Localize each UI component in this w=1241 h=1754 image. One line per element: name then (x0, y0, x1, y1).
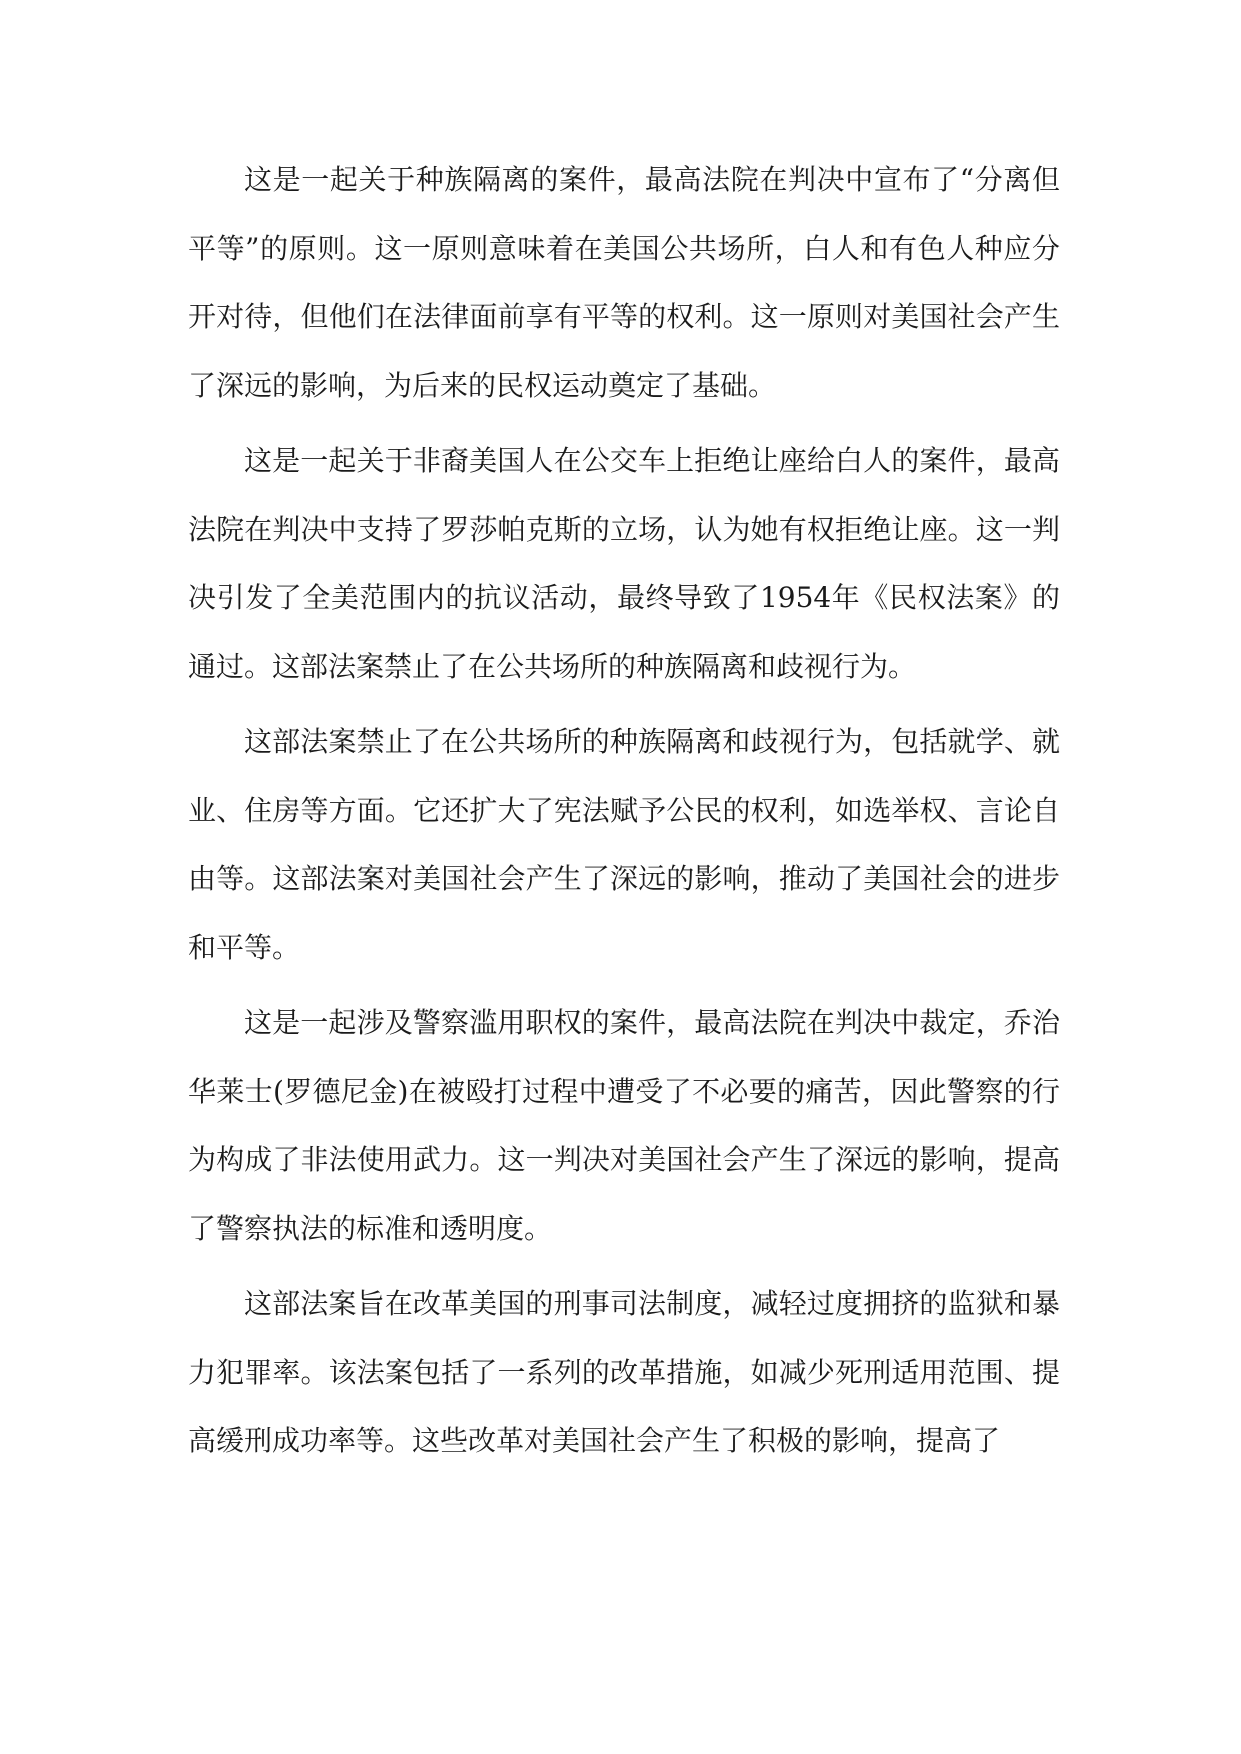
paragraph-bus-seat-case: 这是一起关于非裔美国人在公交车上拒绝让座给白人的案件，最高法院在判决中支持了罗莎帕克斯的立场，认为她有权拒绝让座。这一判决引发了全美范围内的抗议活动，最终导致了1954年《民权法案》的通过。这部法案禁止了在公共场所的种族隔离和歧视行为。 (188, 444, 1060, 683)
paragraph-criminal-justice-reform: 这部法案旨在改革美国的刑事司法制度，减轻过度拥挤的监狱和暴力犯罪率。该法案包括了一系列的改革措施，如减少死刑适用范围、提高缓刑成功率等。这些改革对美国社会产生了积极的影响，提高了 (188, 1287, 1060, 1457)
document-body (188, 146, 1060, 1483)
paragraph-civil-rights-act: 这部法案禁止了在公共场所的种族隔离和歧视行为，包括就学、就业、住房等方面。它还扩大了宪法赋予公民的权利，如选举权、言论自由等。这部法案对美国社会产生了深远的影响，推动了美国社会的进步和平等。 (188, 725, 1060, 964)
paragraph-police-abuse-case: 这是一起涉及警察滥用职权的案件，最高法院在判决中裁定，乔治华莱士(罗德尼金)在被殴打过程中遭受了不必要的痛苦，因此警察的行为构成了非法使用武力。这一判决对美国社会产生了深远的影响，提高了警察执法的标准和透明度。 (188, 1006, 1060, 1245)
paragraph-segregation-case: 这是一起关于种族隔离的案件，最高法院在判决中宣布了“分离但平等”的原则。这一原则意味着在美国公共场所，白人和有色人种应分开对待，但他们在法律面前享有平等的权利。这一原则对美国社会产生了深远的影响，为后来的民权运动奠定了基础。 (188, 163, 1060, 402)
